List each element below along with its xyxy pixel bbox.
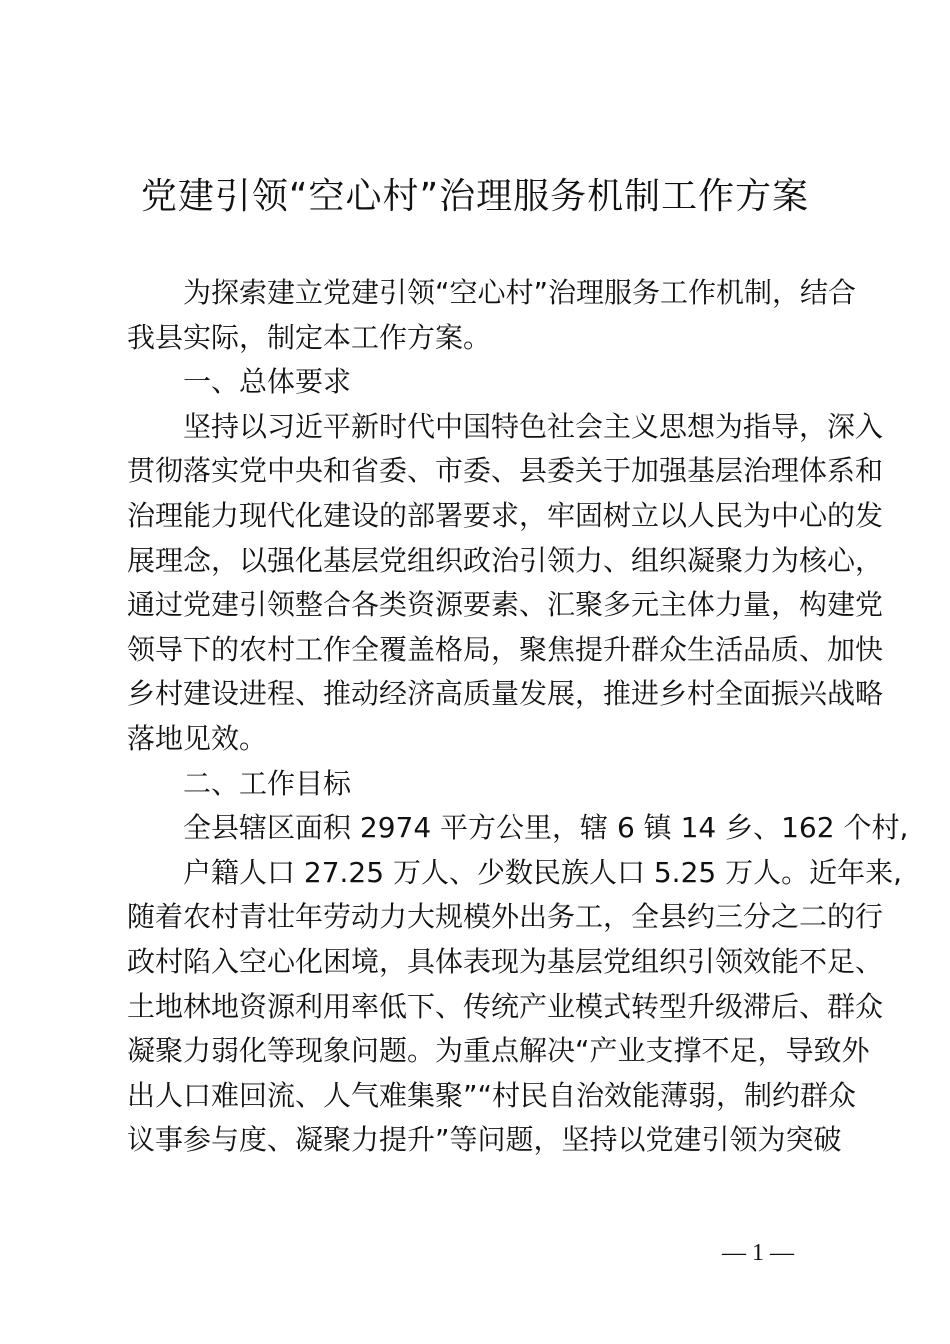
- section-heading: 二、工作目标: [183, 766, 352, 800]
- text-line: 展理念，以强化基层党组织政治引领力、组织凝聚力为核心，: [127, 543, 884, 577]
- text-line: 治理能力现代化建设的部署要求，牢固树立以人民为中心的发: [127, 498, 884, 532]
- text-line: 全县辖区面积 2974 平方公里，辖 6 镇 14 乡、162 个村,: [183, 811, 909, 845]
- text-line: 出人口难回流、人气难集聚”“村民自治效能薄弱，制约群众: [127, 1078, 857, 1112]
- text-line: 坚持以习近平新时代中国特色社会主义思想为指导，深入: [183, 409, 884, 443]
- text-line: 土地林地资源利用率低下、传统产业模式转型升级滞后、群众: [127, 989, 884, 1023]
- document-body: [127, 271, 909, 1163]
- section-heading: 一、总体要求: [183, 365, 352, 399]
- text-line: 政村陷入空心化困境，具体表现为基层党组织引领效能不足、: [127, 944, 884, 978]
- text-line: 为探索建立党建引领“空心村”治理服务工作机制，结合: [183, 276, 857, 309]
- text-line: 随着农村青壮年劳动力大规模外出务工，全县约三分之二的行: [127, 900, 884, 934]
- text-line: 议事参与度、凝聚力提升”等问题，坚持以党建引领为突破: [127, 1123, 842, 1157]
- text-line: 落地见效。: [127, 721, 268, 755]
- page-number: — 1 —: [722, 1240, 794, 1266]
- text-line: 我县实际，制定本工作方案。: [127, 320, 492, 354]
- text-line: 贯彻落实党中央和省委、市委、县委关于加强基层治理体系和: [127, 454, 884, 488]
- text-line: 户籍人口 27.25 万人、少数民族人口 5.25 万人。近年来,: [183, 855, 903, 889]
- text-line: 通过党建引领整合各类资源要素、汇聚多元主体力量，构建党: [127, 588, 884, 622]
- document-title: 党建引领“空心村”治理服务机制工作方案: [140, 176, 810, 217]
- text-line: 凝聚力弱化等现象问题。为重点解决“产业支撑不足，导致外: [127, 1034, 870, 1068]
- text-line: 领导下的农村工作全覆盖格局，聚焦提升群众生活品质、加快: [127, 632, 884, 666]
- text-line: 乡村建设进程、推动经济高质量发展，推进乡村全面振兴战略: [127, 677, 884, 711]
